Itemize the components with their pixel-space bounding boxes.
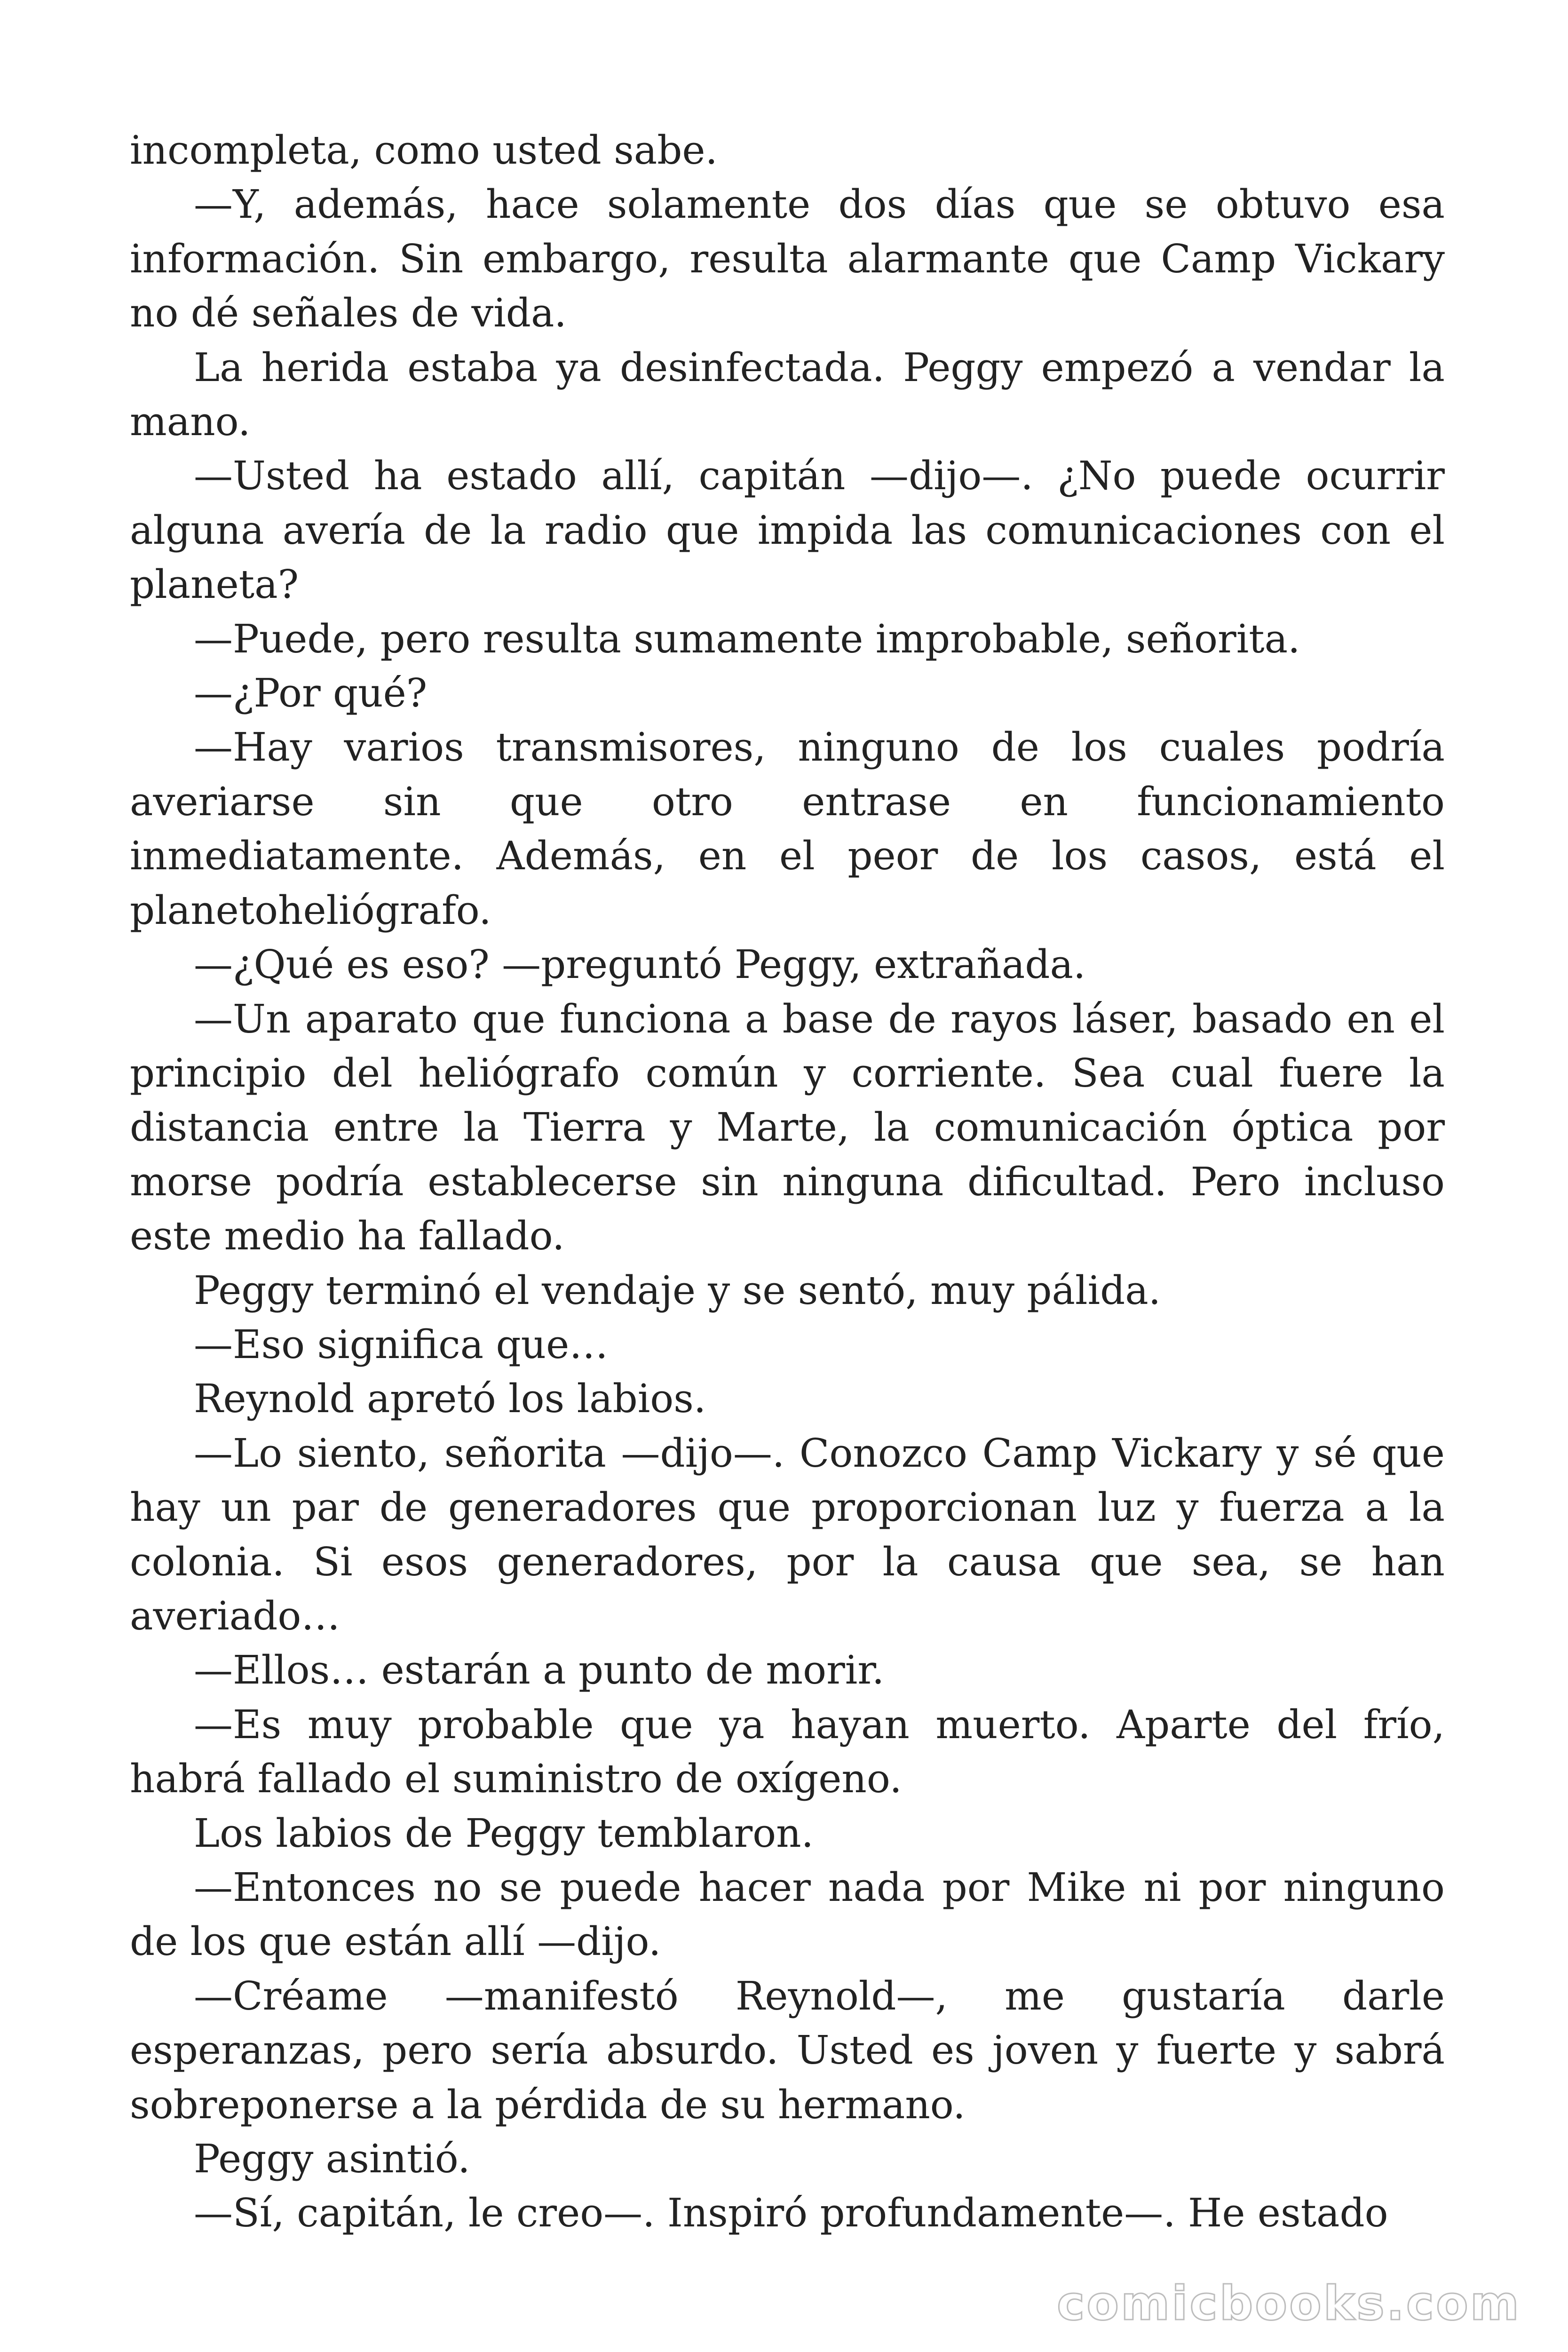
paragraph: Los labios de Peggy temblaron. — [194, 1810, 814, 1856]
paragraph: —¿Qué es eso? —preguntó Peggy, extrañada. — [194, 942, 1086, 988]
paragraph: —Usted ha estado allí, capitán —dijo—. ¿No puede ocurrir alguna avería de la radio que impida las comunicaciones con el planeta? — [130, 453, 1445, 608]
paragraph: —Créame —manifestó Reynold—, me gustaría darle esperanzas, pero sería absurdo. Usted es joven y fuerte y sabrá sobreponerse a la pérdida de su hermano. — [130, 1973, 1445, 2128]
watermark-logo: comicbooks.com — [1057, 2276, 1521, 2331]
paragraph: —Entonces no se puede hacer nada por Mike ni por ninguno de los que están allí —dijo. — [130, 1865, 1445, 1965]
paragraph: Reynold apretó los labios. — [194, 1376, 706, 1422]
paragraph: —Un aparato que funciona a base de rayos láser, basado en el principio del heliógrafo común y corriente. Sea cual fuere la distancia entre la Tierra y Marte, la comunicación óptica por morse podría establecerse sin ninguna dificultad. Pero incluso este medio ha fallado. — [130, 996, 1445, 1259]
paragraph: —¿Por qué? — [194, 670, 428, 716]
paragraph: —Es muy probable que ya hayan muerto. Aparte del frío, habrá fallado el suministro de oxígeno. — [130, 1701, 1445, 1802]
paragraph: —Lo siento, señorita —dijo—. Conozco Camp Vickary y sé que hay un par de generadores que proporcionan luz y fuerza a la colonia. Si esos generadores, por la causa que sea, se han averiado… — [130, 1430, 1445, 1639]
paragraph: Peggy terminó el vendaje y se sentó, muy pálida. — [194, 1267, 1161, 1313]
paragraph: Peggy asintió. — [194, 2136, 470, 2182]
paragraph: —Y, además, hace solamente dos días que se obtuvo esa información. Sin embargo, resulta alarmante que Camp Vickary no dé señales de vida. — [130, 182, 1445, 336]
paragraph: La herida estaba ya desinfectada. Peggy empezó a vendar la mano. — [130, 344, 1445, 445]
paragraph: —Hay varios transmisores, ninguno de los cuales podría averiarse sin que otro entrase en funcionamiento inmediatamente. Además, en el peor de los casos, está el planetoheliógrafo. — [130, 724, 1445, 933]
paragraph: incompleta, como usted sabe. — [130, 127, 718, 173]
paragraph: —Puede, pero resulta sumamente improbable, señorita. — [194, 616, 1300, 662]
page-body — [130, 123, 1445, 2241]
paragraph: —Sí, capitán, le creo—. Inspiró profundamente—. He estado — [194, 2190, 1388, 2236]
paragraph: —Ellos… estarán a punto de morir. — [194, 1647, 885, 1693]
paragraph: —Eso significa que… — [194, 1321, 609, 1367]
